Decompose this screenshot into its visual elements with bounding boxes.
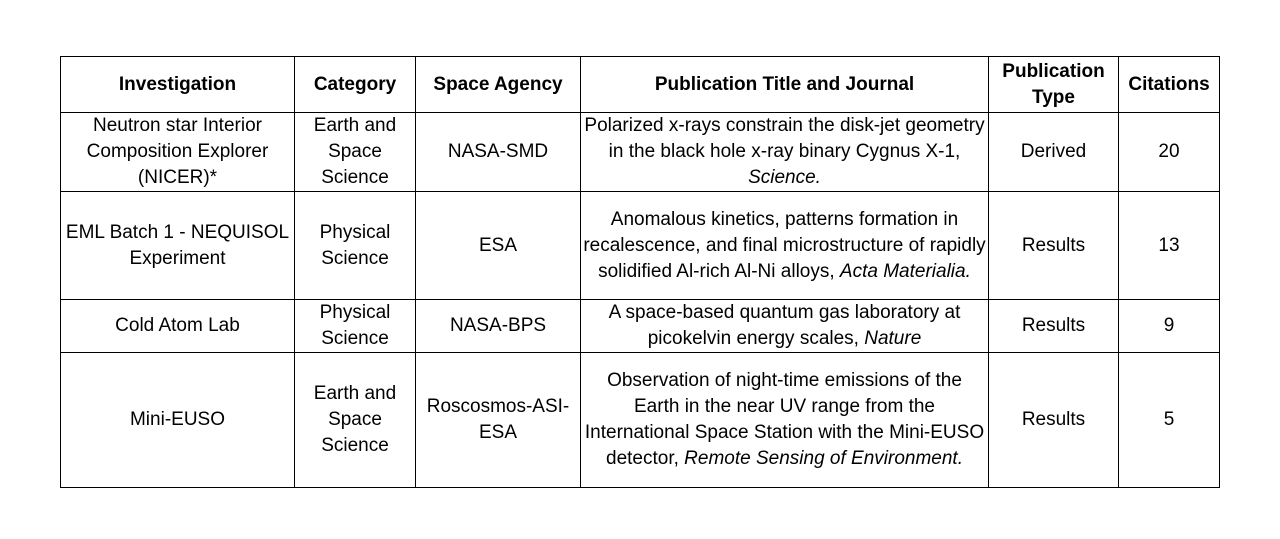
header-citations: Citations [1119, 57, 1220, 113]
cell-citations: 9 [1119, 300, 1220, 353]
cell-publication-title [581, 113, 989, 192]
cell-citations: 20 [1119, 113, 1220, 192]
cell-investigation: Neutron star Interior Composition Explorer (NICER)* [61, 113, 295, 192]
cell-publication-type: Results [989, 300, 1119, 353]
cell-publication-title [581, 192, 989, 300]
table-row [61, 300, 1220, 353]
table-row [61, 353, 1220, 488]
header-category: Category [295, 57, 416, 113]
header-publication-type: Publication Type [989, 57, 1119, 113]
publications-table [60, 56, 1220, 488]
cell-publication-type: Results [989, 353, 1119, 488]
cell-citations: 13 [1119, 192, 1220, 300]
cell-publication-title [581, 300, 989, 353]
cell-category: Physical Science [295, 300, 416, 353]
table-header-row [61, 57, 1220, 113]
cell-investigation: Mini-EUSO [61, 353, 295, 488]
cell-space-agency: NASA-BPS [416, 300, 581, 353]
cell-space-agency: NASA-SMD [416, 113, 581, 192]
cell-investigation: EML Batch 1 - NEQUISOL Experiment [61, 192, 295, 300]
table-row [61, 192, 1220, 300]
publication-title-text: A space-based quantum gas laboratory at picokelvin energy scales, [608, 302, 961, 349]
header-space-agency: Space Agency [416, 57, 581, 113]
publication-title-text: Polarized x-rays constrain the disk-jet geometry in the black hole x-ray binary Cygnus X-1, [584, 115, 985, 162]
cell-category: Earth and Space Science [295, 113, 416, 192]
table-row [61, 113, 1220, 192]
header-publication-title: Publication Title and Journal [581, 57, 989, 113]
publication-title-text: Anomalous kinetics, patterns formation in recalescence, and final microstructure of rapidly solidified Al-rich Al-Ni alloys, [583, 208, 986, 282]
cell-citations: 5 [1119, 353, 1220, 488]
cell-space-agency: Roscosmos-ASI-ESA [416, 353, 581, 488]
header-investigation: Investigation [61, 57, 295, 113]
cell-publication-type: Derived [989, 113, 1119, 192]
cell-space-agency: ESA [416, 192, 581, 300]
cell-category: Physical Science [295, 192, 416, 300]
cell-publication-title [581, 353, 989, 488]
journal-name: Science. [748, 167, 821, 188]
cell-publication-type: Results [989, 192, 1119, 300]
journal-name: Nature [864, 328, 922, 349]
cell-category: Earth and Space Science [295, 353, 416, 488]
cell-investigation: Cold Atom Lab [61, 300, 295, 353]
journal-name: Remote Sensing of Environment. [684, 448, 963, 469]
journal-name: Acta Materialia. [839, 260, 971, 282]
publication-title-text: Observation of night-time emissions of the Earth in the near UV range from the International Space Station with the Mini-EUSO detector, [584, 370, 985, 469]
